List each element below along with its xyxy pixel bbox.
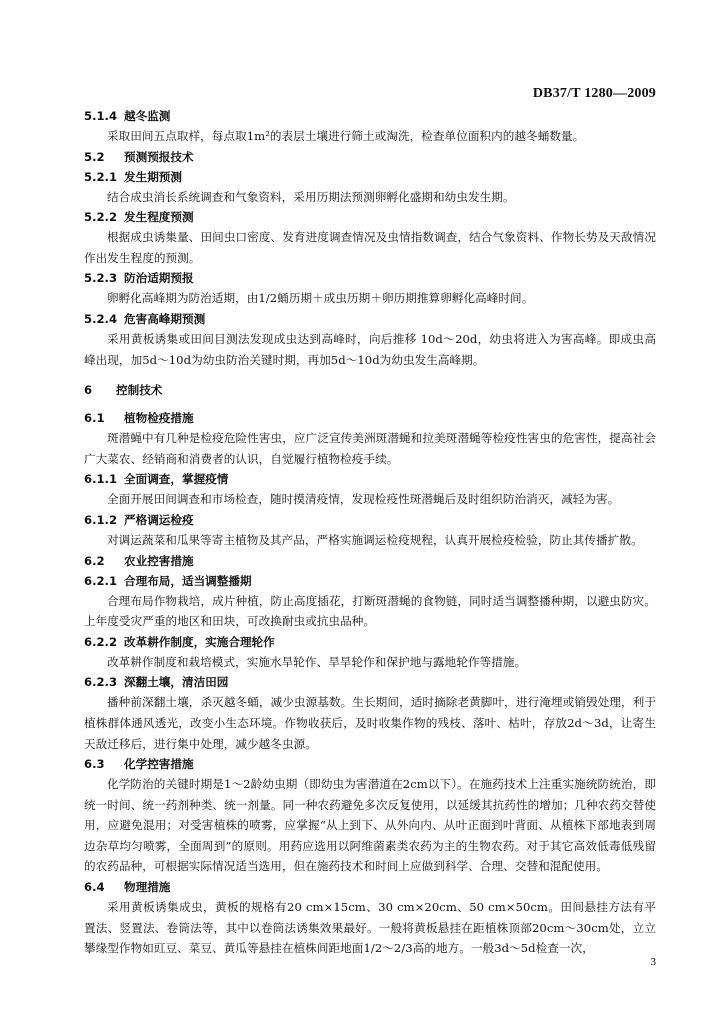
section-number: 5.2 [84,149,105,164]
section-heading [84,877,656,897]
section-number: 6.3 [84,757,105,772]
section-title: 越冬监测 [124,109,171,123]
paragraph: 采取田间五点取样，每点取1m²的表层土壤进行筛土或淘洗，检查单位面积内的越冬蛹数量。 [107,129,585,143]
section-title: 物理措施 [124,880,171,895]
paragraph: 改革耕作制度和栽培模式，实施水旱轮作、旱旱轮作和保护地与露地轮作等措施。 [107,654,527,669]
paragraph: 对调运蔬菜和瓜果等寄主植物及其产品，严格实施调运检疫规程，认真开展检疫检验，防止其传播扩散。 [107,532,643,547]
section-number: 5.2.1 [84,169,118,184]
section-heading [84,754,656,774]
section-heading [84,408,656,428]
section-title: 农业控害措施 [124,553,194,568]
section-heading [84,632,656,652]
section-title: 深翻土壤，清洁田园 [124,675,229,690]
section-number: 6.2.3 [84,675,118,690]
section-title: 全面调查，掌握疫情 [124,472,229,487]
document-code: DB37/T 1280—2009 [532,86,656,101]
section-heading [84,510,656,530]
document-body [84,106,656,959]
section-number: 6.1 [84,411,105,426]
section-title: 植物检疫措施 [124,411,194,426]
section-number: 6.2.2 [84,634,118,649]
section-heading [84,571,656,591]
page-number: 3 [650,956,656,968]
section-number: 5.2.3 [84,271,118,286]
paragraph: 采用黄板诱集或田间目测法发现成虫达到高峰时，向后推移 10d～20d，幼虫将进入为害高峰。即成虫高峰出现，加5d～10d为幼虫防治关键时期，再加5d～10d为幼虫发生高峰期。 [84,331,656,367]
paragraph: 斑潜蝇中有几种是检疫危险性害虫，应广泛宣传美洲斑潜蝇和拉美斑潜蝇等检疫性害虫的危害性，提高社会广大菜农、经销商和消费者的认识，自觉履行植物检疫手续。 [84,431,656,466]
section-number: 5.2.2 [84,210,118,225]
paragraph: 全面开展田间调查和市场检查，随时摸清疫情，发现检疫性斑潜蝇后及时组织防治消灭，减轻为害。 [107,492,620,507]
section-title: 防治适期预报 [124,271,194,286]
section-title: 严格调运检疫 [124,512,194,527]
paragraph: 结合成虫消长系统调查和气象资料，采用历期法预测卵孵化盛期和幼虫发生期。 [107,189,515,204]
paragraph: 合理布局作物栽培，成片种植，防止高度插花，打断斑潜蝇的食物链，同时适当调整播种期，以避虫防灾。上年度受灾严重的地区和田块，可改换耐虫或抗虫品种。 [84,593,656,629]
section-number: 5.1.4 [84,109,118,123]
section-title: 危害高峰期预测 [124,311,206,326]
section-heading [84,268,656,288]
section-number: 5.2.4 [84,311,118,326]
section-title: 预测预报技术 [124,149,194,164]
section-title: 化学控害措施 [124,757,194,772]
section-number: 6.2 [84,553,105,568]
section-heading [84,106,656,126]
paragraph: 根据成虫诱集量、田间虫口密度、发育进度调查情况及虫情指数调查，结合气象资料、作物长势及天敌情况作出发生程度的预测。 [84,230,656,265]
section-title: 合理布局，适当调整播期 [124,573,252,588]
section-number: 6.4 [84,880,105,895]
section-title: 改革耕作制度，实施合理轮作 [124,634,275,649]
section-heading [84,672,656,692]
section-number: 6.1.2 [84,512,118,527]
section-heading [84,551,656,571]
section-title: 发生期预测 [124,169,182,184]
section-number: 6.2.1 [84,573,118,588]
section-title: 发生程度预测 [124,210,194,225]
paragraph: 播种前深翻土壤，杀灭越冬蛹，减少虫源基数。生长期间，适时摘除老黄脚叶，进行淹埋或销毁处理，利于植株群体通风透光，改变小生态环境。作物收获后，及时收集作物的残枝、落叶、枯叶，存放2d～3d，让寄生天敌迁移后，进行集中处理，减少越冬虫源。 [84,695,656,751]
section-heading [84,167,656,187]
section-heading [84,147,656,167]
section-heading [84,380,656,400]
section-heading [84,469,656,489]
section-heading [84,207,656,227]
paragraph: 采用黄板诱集成虫，黄板的规格有20 cm×15cm、30 cm×20cm、50 cm×50cm。田间悬挂方法有平置法、竖置法、卷筒法等，其中以卷筒法诱集效果最好。一般将黄板悬挂在距植株顶部20cm～30cm处，立立攀缘型作物如豇豆、菜豆、黄瓜等悬挂在植株间距地面1/2～2/3高的地方。一般3d～5d检查一次， [84,900,656,956]
paragraph: 化学防治的关键时期是1～2龄幼虫期（即幼虫为害潜道在2cm以下）。在施药技术上注重实施统防统治，即统一时间、统一药剂种类、统一剂量。同一种农药避免多次反复使用，以延缓其抗药性的增加；几种农药交替使用，应避免混用；对受害植株的喷雾，应掌握“从上到下、从外向内、从叶正面到叶背面、从植株下部地表到周边杂草均匀喷雾，全面周到”的原则。用药应选用以阿维菌素类农药为主的生物农药。对于其它高效低毒低残留的农药品种，可根据实际情况适当选用，但在施药技术和时间上应做到科学、合理、交替和混配使用。 [84,777,656,874]
section-title: 控制技术 [116,383,163,398]
section-number: 6.1.1 [84,472,118,487]
paragraph: 卵孵化高峰期为防治适期，由1/2蛹历期＋成虫历期＋卵历期推算卵孵化高峰时间。 [107,291,534,306]
section-number: 6 [84,383,93,398]
section-heading [84,309,656,329]
